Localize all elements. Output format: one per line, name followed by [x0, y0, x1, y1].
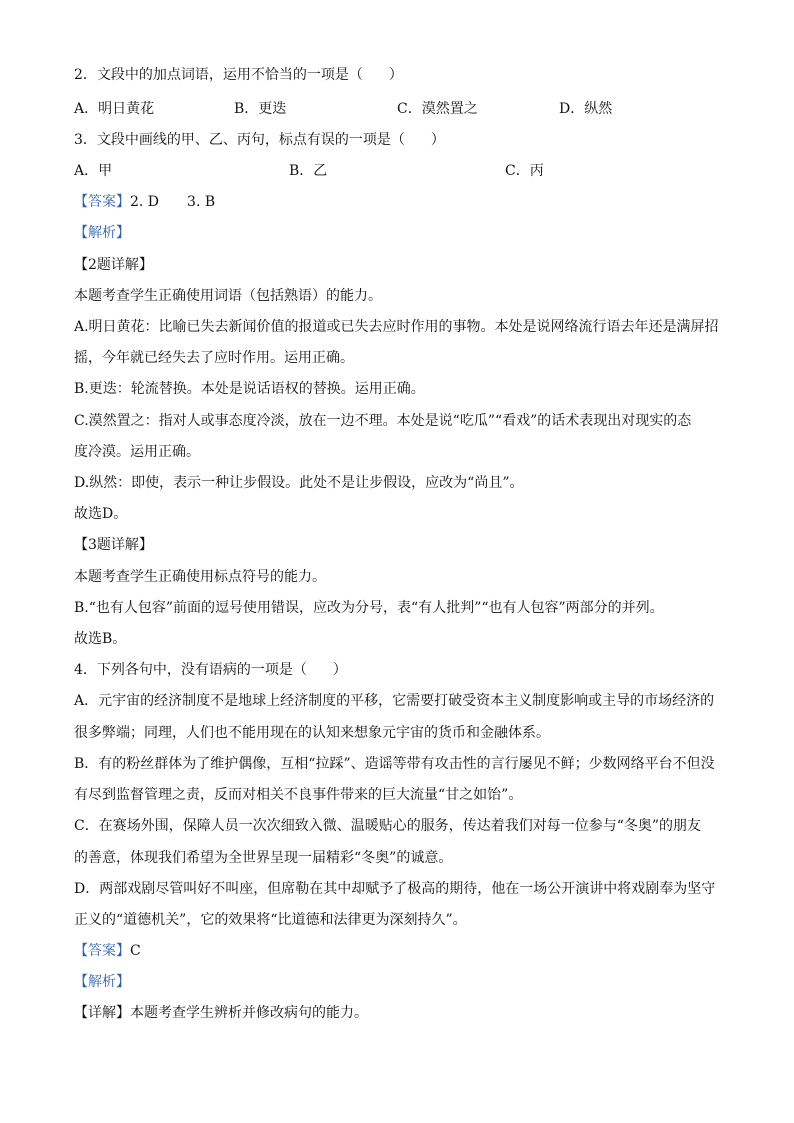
question-2-option-c: C．漠然置之 — [397, 101, 478, 117]
answer-value-q3: 3. B — [187, 194, 216, 210]
answer-block-1 — [74, 193, 215, 211]
q3-detail-heading: 【3题详解】 — [74, 537, 153, 553]
q2-detail-line: 摇，今年就已经失去了应时作用。运用正确。 — [74, 350, 354, 366]
q2-detail-line: 本题考查学生正确使用词语（包括熟语）的能力。 — [74, 288, 382, 304]
q2-detail-line: C.漠然置之：指对人或事态度冷淡，放在一边不理。本处是说“吃瓜”“看戏”的话术表现出对现实的态 — [74, 413, 692, 429]
question-2-stem: 2．文段中的加点词语，运用不恰当的一项是（ ） — [74, 67, 403, 83]
q2-detail-line: A.明日黄花：比喻已失去新闻价值的报道或已失去应时作用的事物。本处是说网络流行语去年还是满屏招 — [74, 319, 719, 335]
question-2-option-a: A．明日黄花 — [74, 101, 155, 117]
q3-detail-line: 故选B。 — [74, 631, 127, 647]
question-3-option-a: A．甲 — [74, 163, 113, 179]
detail-label: 【详解】 — [74, 1005, 130, 1021]
q2-detail-line: 故选D。 — [74, 506, 128, 522]
question-4-option-line: 的善意，体现我们希望为全世界呈现一届精彩“冬奥”的诚意。 — [74, 850, 453, 866]
question-4-option-line: 有尽到监督管理之责，反而对相关不良事件带来的巨大流量“甘之如饴”。 — [74, 787, 523, 803]
analysis-label-1: 【解析】 — [74, 225, 130, 241]
q2-detail-heading: 【2题详解】 — [74, 257, 153, 273]
q3-detail-line: B.“也有人包容”前面的逗号使用错误，应改为分号，表“有人批判”“也有人包容”两部分的并列。 — [74, 600, 664, 616]
answer-label: 【答案】 — [74, 194, 130, 210]
q2-detail-line: B.更迭：轮流替换。本处是说话语权的替换。运用正确。 — [74, 381, 425, 397]
question-3-stem: 3．文段中画线的甲、乙、丙句，标点有误的一项是（ ） — [74, 132, 445, 148]
question-2-option-b: B．更迭 — [234, 101, 287, 117]
q2-detail-line: 度冷漠。运用正确。 — [74, 444, 200, 460]
answer-block-2 — [74, 942, 141, 960]
question-2-option-d: D．纵然 — [559, 101, 613, 117]
question-4-option-line: D．两部戏剧尽管叫好不叫座，但席勒在其中却赋予了极高的期待，他在一场公开演讲中将戏剧奉为坚守 — [74, 881, 716, 897]
question-4-option-line: 正义的“道德机关”，它的效果将“比道德和法律更为深刻持久”。 — [74, 912, 467, 928]
answer-label: 【答案】 — [74, 943, 130, 959]
question-4-option-line: A．元宇宙的经济制度不是地球上经济制度的平移，它需要打破受资本主义制度影响或主导的市场经济的 — [74, 693, 715, 709]
q4-detail — [74, 1004, 368, 1022]
answer-value-q4: C — [130, 943, 141, 959]
detail-text: 本题考查学生辨析并修改病句的能力。 — [130, 1005, 368, 1021]
question-3-option-c: C．丙 — [505, 163, 544, 179]
analysis-label-2: 【解析】 — [74, 974, 130, 990]
question-4-option-line: B．有的粉丝群体为了维护偶像，互相“拉踩”、造谣等带有攻击性的言行屡见不鲜；少数网络平台不但没 — [74, 756, 715, 772]
question-4-option-line: 很多弊端；同理，人们也不能用现在的认知来想象元宇宙的货币和金融体系。 — [74, 725, 550, 741]
q2-detail-line: D.纵然：即使，表示一种让步假设。此处不是让步假设，应改为“尚且”。 — [74, 475, 524, 491]
answer-value-q2: 2. D — [130, 194, 160, 210]
question-4-stem: 4．下列各句中，没有语病的一项是（ ） — [74, 662, 347, 678]
q3-detail-line: 本题考查学生正确使用标点符号的能力。 — [74, 569, 326, 585]
question-3-option-b: B．乙 — [289, 163, 328, 179]
question-4-option-line: C．在赛场外围，保障人员一次次细致入微、温暖贴心的服务，传达着我们对每一位参与“冬奥”的朋友 — [74, 818, 702, 834]
